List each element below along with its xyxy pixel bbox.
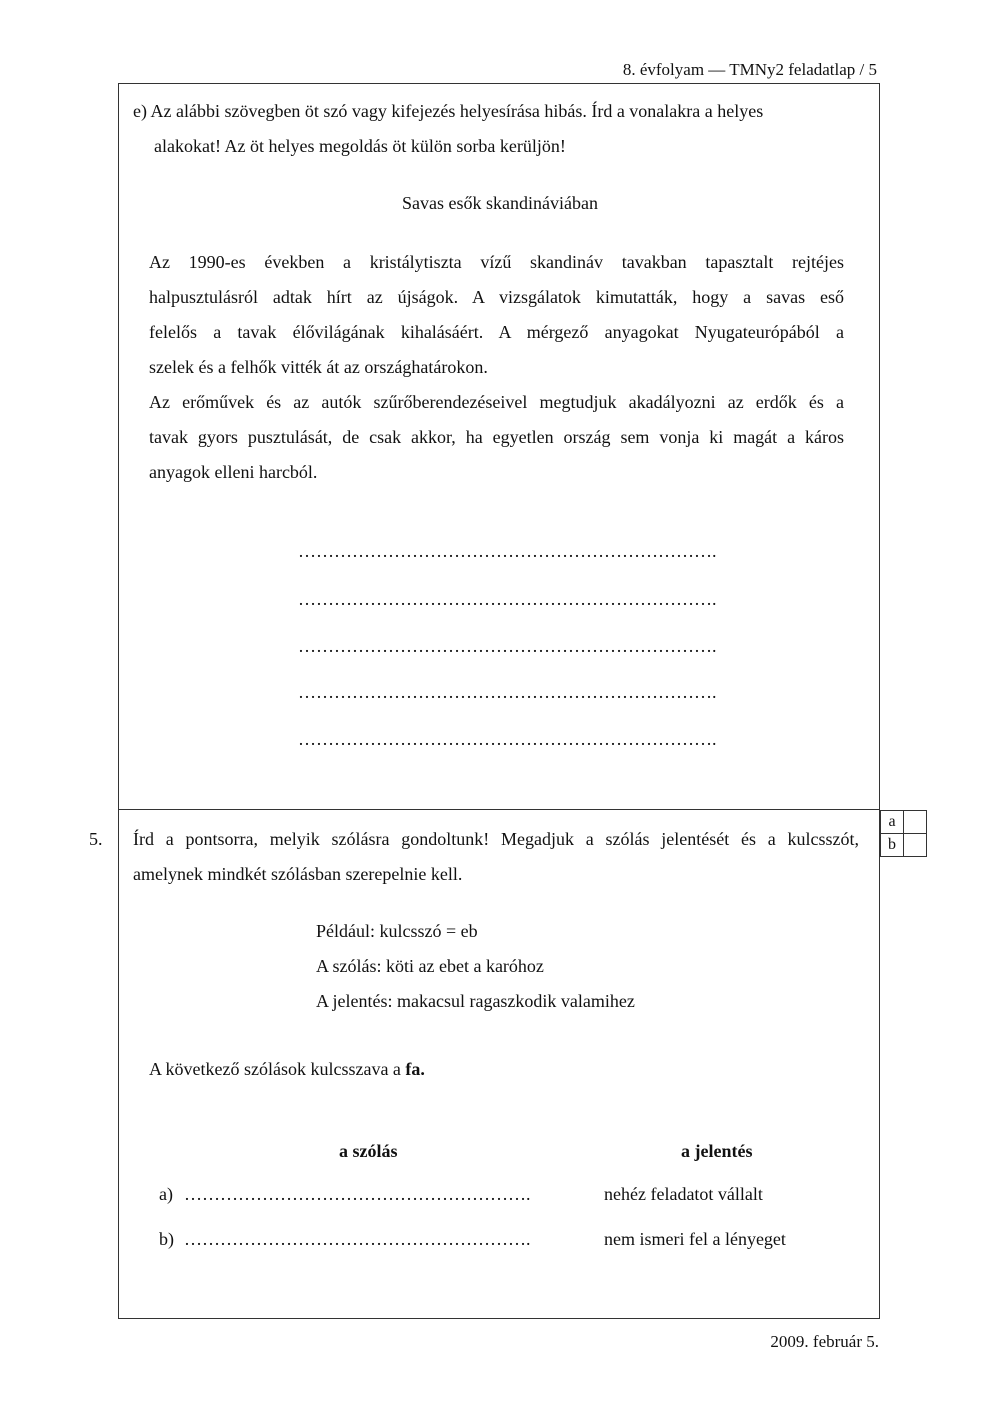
answer-line-3[interactable]: …………………………………………………………….	[298, 636, 717, 656]
column-header-meaning: a jelentés	[681, 1141, 753, 1161]
keyword-intro: A következő szólások kulcsszava a	[149, 1059, 406, 1079]
task-5-instruction-line2: amelynek mindkét szólásban szerepelnie kell.	[133, 864, 463, 884]
page-header: 8. évfolyam — TMNy2 feladatlap / 5	[622, 60, 877, 79]
example-saying: A szólás: köti az ebet a karóhoz	[316, 956, 544, 976]
meaning-b: nem ismeri fel a lényeget	[604, 1229, 786, 1249]
task-number: 5.	[89, 829, 103, 849]
score-label-a: a	[881, 811, 904, 834]
text-line: felelős a tavak élővilágának kihalásáért. A mérgező anyagokat Nyugateurópából a	[149, 322, 844, 342]
text-line: Az erőművek és az autók szűrőberendezéseivel megtudjuk akadályozni az erdők és a	[149, 392, 844, 412]
keyword-line	[149, 1059, 425, 1080]
task-e-instruction-line1: e) Az alábbi szövegben öt szó vagy kifejezés helyesírása hibás. Írd a vonalakra a helyes	[133, 101, 764, 121]
text-line: szelek és a felhők vitték át az országhatárokon.	[149, 357, 488, 377]
task-e-instruction-line2: alakokat! Az öt helyes megoldás öt külön sorba kerüljön!	[154, 136, 566, 156]
text-line: halpusztulásról adtak hírt az újságok. A vizsgálatok kimutatták, hogy a savas eső	[149, 287, 844, 307]
row-label-b: b)	[159, 1229, 174, 1249]
page-footer-date: 2009. február 5.	[770, 1332, 879, 1351]
row-label-a: a)	[159, 1184, 173, 1204]
saying-blank-b[interactable]: ………………………………………………….	[184, 1229, 531, 1249]
score-label-b: b	[881, 834, 904, 857]
task-5-instruction-line1: Írd a pontsorra, melyik szólásra gondoltunk! Megadjuk a szólás jelentését és a kulcsszót,	[133, 829, 859, 849]
error-text-paragraph	[149, 245, 844, 490]
text-line: anyagok elleni harcból.	[149, 462, 318, 482]
saying-blank-a[interactable]: ………………………………………………….	[184, 1184, 531, 1204]
answer-line-4[interactable]: …………………………………………………………….	[298, 682, 717, 702]
score-boxes	[880, 810, 927, 857]
meaning-a: nehéz feladatot vállalt	[604, 1184, 763, 1204]
score-box-a[interactable]	[904, 811, 927, 834]
answer-line-1[interactable]: …………………………………………………………….	[298, 541, 717, 561]
text-title: Savas esők skandináviában	[402, 193, 598, 213]
answer-line-5[interactable]: …………………………………………………………….	[298, 729, 717, 749]
text-line: tavak gyors pusztulását, de csak akkor, ha egyetlen ország sem vonja ki magát a káros	[149, 427, 844, 447]
keyword: fa.	[405, 1059, 425, 1079]
score-box-b[interactable]	[904, 834, 927, 857]
example-keyword: Például: kulcsszó = eb	[316, 921, 478, 941]
answer-line-2[interactable]: …………………………………………………………….	[298, 589, 717, 609]
column-header-saying: a szólás	[339, 1141, 398, 1161]
text-line: Az 1990-es években a kristálytiszta vízű skandináv tavakban tapasztalt rejtéjes	[149, 252, 844, 272]
example-meaning: A jelentés: makacsul ragaszkodik valamihez	[316, 991, 635, 1011]
